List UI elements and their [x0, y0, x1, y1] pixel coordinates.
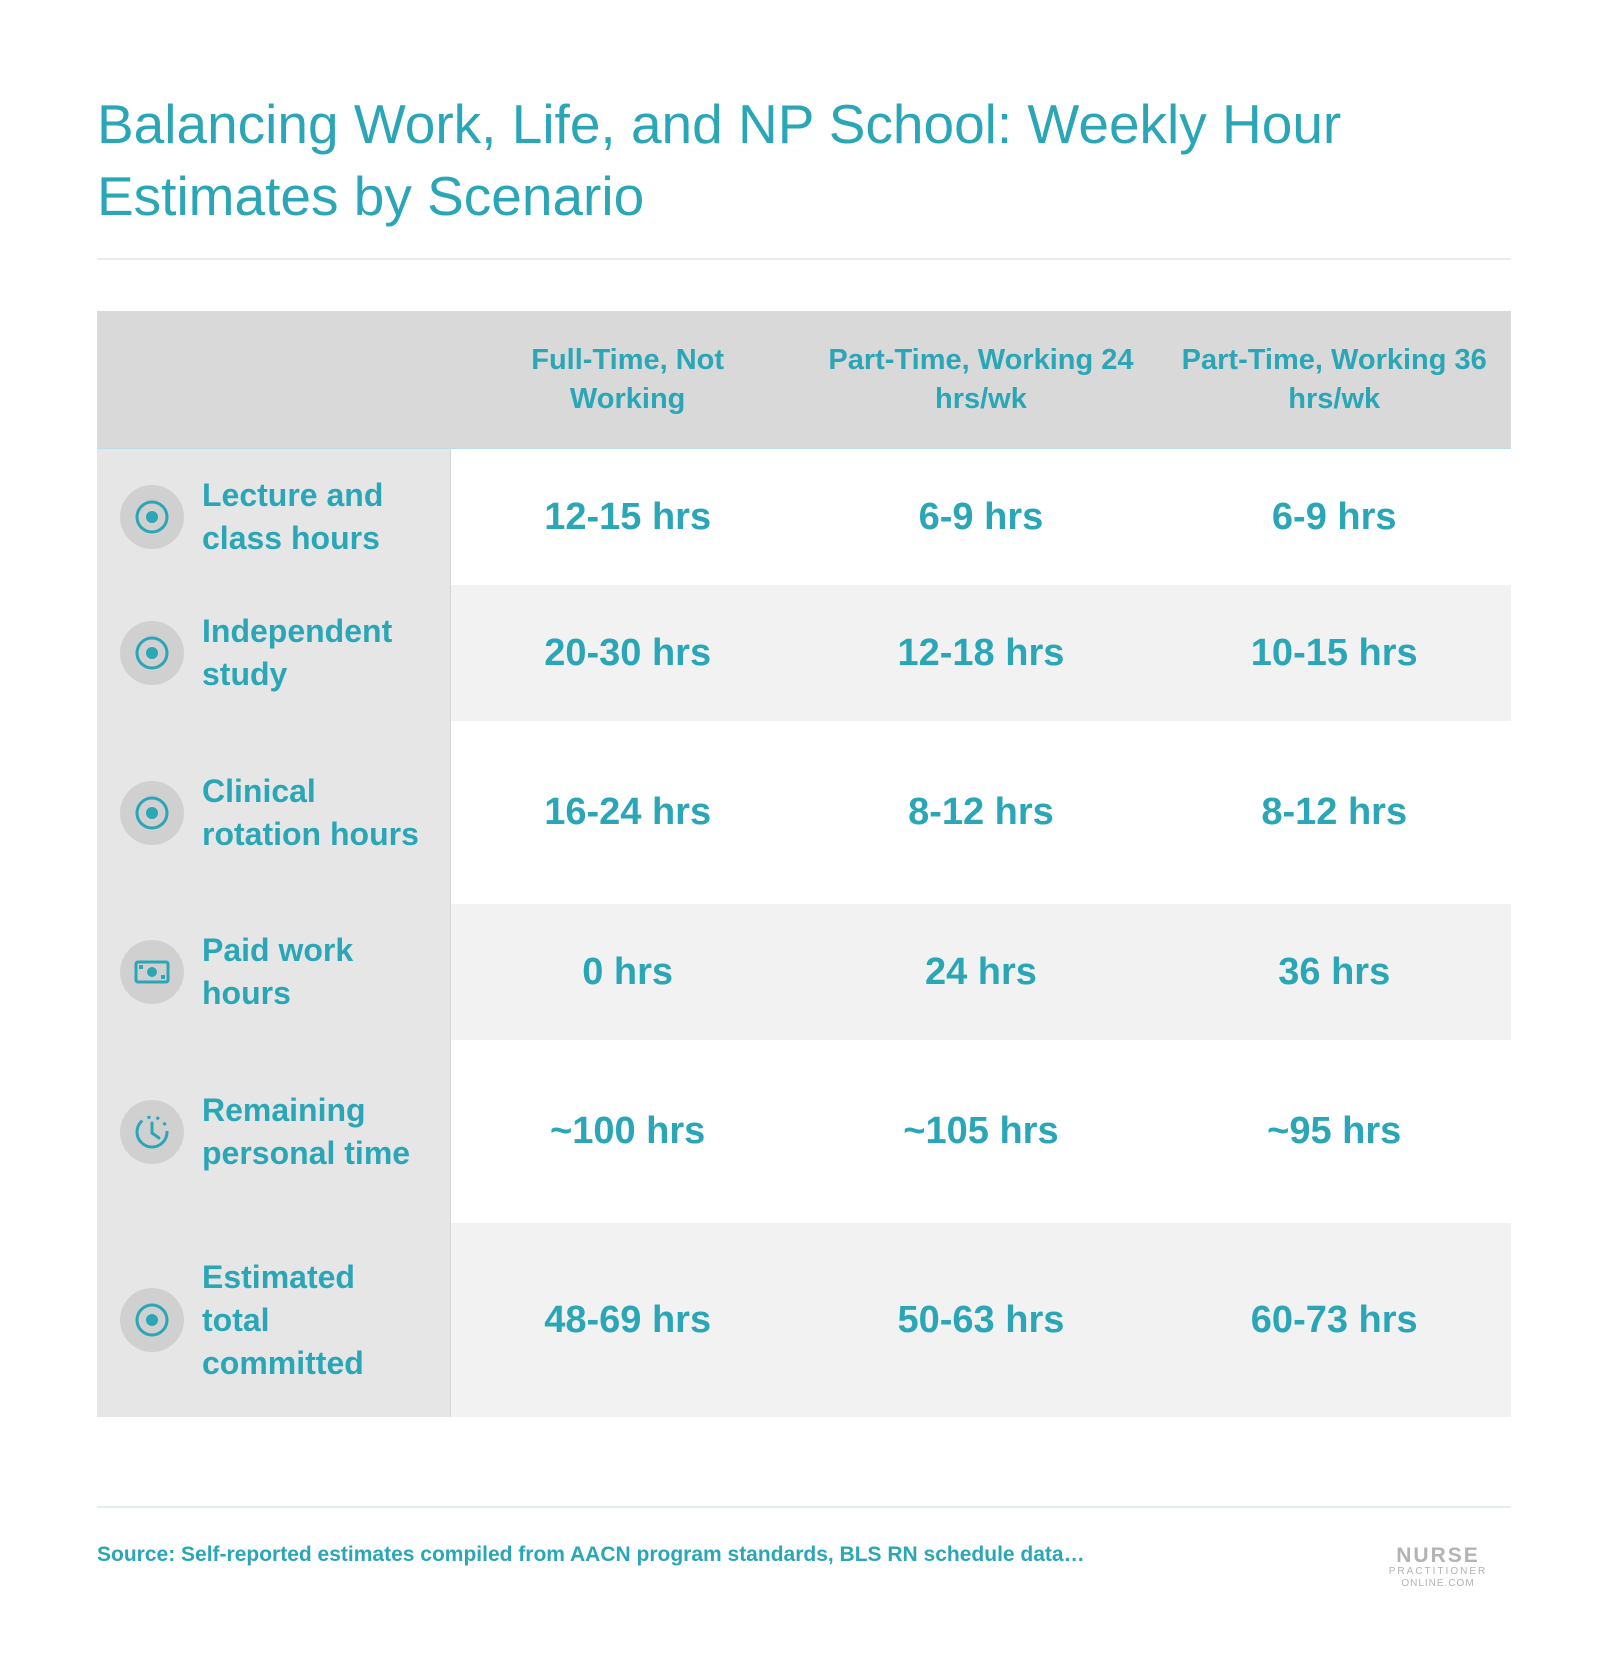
row-header [97, 721, 451, 904]
money-icon [120, 940, 184, 1004]
table-header [97, 311, 1511, 449]
brand-logo [1380, 1545, 1496, 1590]
table-cell: 12-18 hrs [897, 631, 1065, 674]
logo-line: ONLINE.COM [1401, 1578, 1475, 1589]
table-cell: ~100 hrs [550, 1110, 706, 1152]
table-cell: 10-15 hrs [1250, 631, 1418, 674]
page-title: Balancing Work, Life, and NP School: Weekly Hour Estimates by Scenario [97, 93, 1342, 227]
table-cell: 48-69 hrs [544, 1298, 712, 1341]
row-label: Estimated total committed [202, 1258, 364, 1381]
table-cell: ~105 hrs [903, 1110, 1059, 1152]
logo-line: NURSE [1396, 1544, 1480, 1567]
header-spacer [97, 311, 451, 448]
table-cell: ~95 hrs [1267, 1110, 1402, 1152]
table-cell: 36 hrs [1278, 950, 1391, 993]
row-label: Remaining personal time [202, 1091, 411, 1171]
table-cell: 24 hrs [924, 950, 1037, 993]
footer-divider [97, 1506, 1511, 1508]
table-row [97, 721, 1511, 904]
target-icon [120, 781, 184, 845]
column-header: Part-Time, Working 36 hrs/wk [1181, 343, 1487, 415]
table-cell: 20-30 hrs [544, 631, 712, 674]
table-row [97, 1040, 1511, 1223]
target-icon [120, 485, 184, 549]
row-header [97, 449, 451, 585]
hours-table [97, 311, 1511, 1417]
row-header [97, 585, 451, 721]
row-label: Independent study [202, 613, 393, 692]
clock-icon [120, 1100, 184, 1164]
table-cell: 12-15 hrs [544, 495, 712, 538]
table-cell: 8-12 hrs [1261, 791, 1408, 833]
target-icon [120, 1288, 184, 1352]
table-cell: 0 hrs [582, 950, 674, 993]
table-row [97, 904, 1511, 1040]
source-note: Source: Self-reported estimates compiled from AACN program standards, BLS RN schedule data… [97, 1543, 1085, 1566]
table-row [97, 449, 1511, 585]
table-row [97, 1223, 1511, 1417]
target-icon [120, 621, 184, 685]
table-cell: 50-63 hrs [897, 1298, 1065, 1341]
row-label: Paid work hours [202, 932, 354, 1011]
row-header [97, 1223, 451, 1417]
row-label: Clinical rotation hours [202, 772, 419, 852]
table-cell: 8-12 hrs [908, 791, 1054, 833]
table-cell: 6-9 hrs [918, 495, 1044, 538]
logo-line: PRACTITIONER [1388, 1566, 1488, 1577]
row-label: Lecture and class hours [202, 477, 384, 556]
title-divider [97, 258, 1511, 260]
column-header: Full-Time, Not Working [531, 343, 725, 415]
table-cell: 6-9 hrs [1271, 495, 1397, 538]
row-header [97, 904, 451, 1040]
table-row [97, 585, 1511, 721]
table-cell: 16-24 hrs [544, 791, 712, 833]
row-header [97, 1040, 451, 1223]
table-cell: 60-73 hrs [1250, 1298, 1418, 1341]
column-header: Part-Time, Working 24 hrs/wk [828, 343, 1134, 415]
